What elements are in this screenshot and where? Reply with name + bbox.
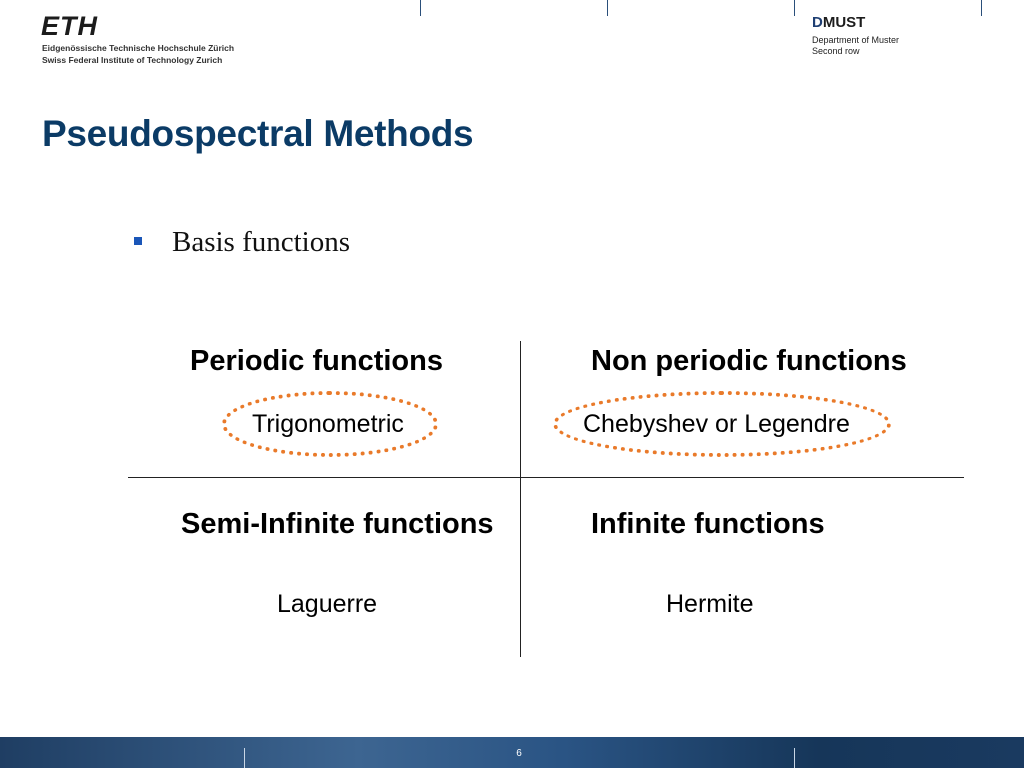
bullet-text: Basis functions (172, 226, 351, 258)
eth-logo: ETH (41, 11, 98, 41)
slide-title: Pseudospectral Methods (42, 113, 474, 154)
dmust-logo (812, 14, 865, 32)
non-periodic-heading: Non periodic functions (591, 345, 907, 377)
laguerre-label: Laguerre (277, 590, 378, 618)
bullet-square-icon (134, 237, 142, 245)
infinite-heading: Infinite functions (591, 508, 825, 540)
header-divider (794, 0, 795, 16)
dmust-d: D (812, 14, 823, 31)
header-divider (981, 0, 982, 16)
quadrant-vertical-divider (520, 341, 521, 657)
trigonometric-label: Trigonometric (252, 410, 404, 438)
periodic-heading: Periodic functions (190, 345, 443, 377)
header-divider (420, 0, 421, 16)
eth-name-english: Swiss Federal Institute of Technology Zurich (42, 55, 223, 65)
header-divider (607, 0, 608, 16)
quadrant-horizontal-divider (128, 477, 964, 478)
footer-divider (794, 748, 795, 768)
footer-divider (244, 748, 245, 768)
eth-name-german: Eidgenössische Technische Hochschule Zürich (42, 43, 235, 53)
page-number: 6 (516, 748, 522, 759)
hermite-label: Hermite (666, 590, 754, 618)
semi-infinite-heading: Semi-Infinite functions (181, 508, 494, 540)
chebyshev-legendre-label: Chebyshev or Legendre (583, 410, 850, 438)
dmust-rest: MUST (822, 14, 866, 31)
department-second-row: Second row (812, 46, 860, 56)
department-name: Department of Muster (812, 35, 900, 45)
